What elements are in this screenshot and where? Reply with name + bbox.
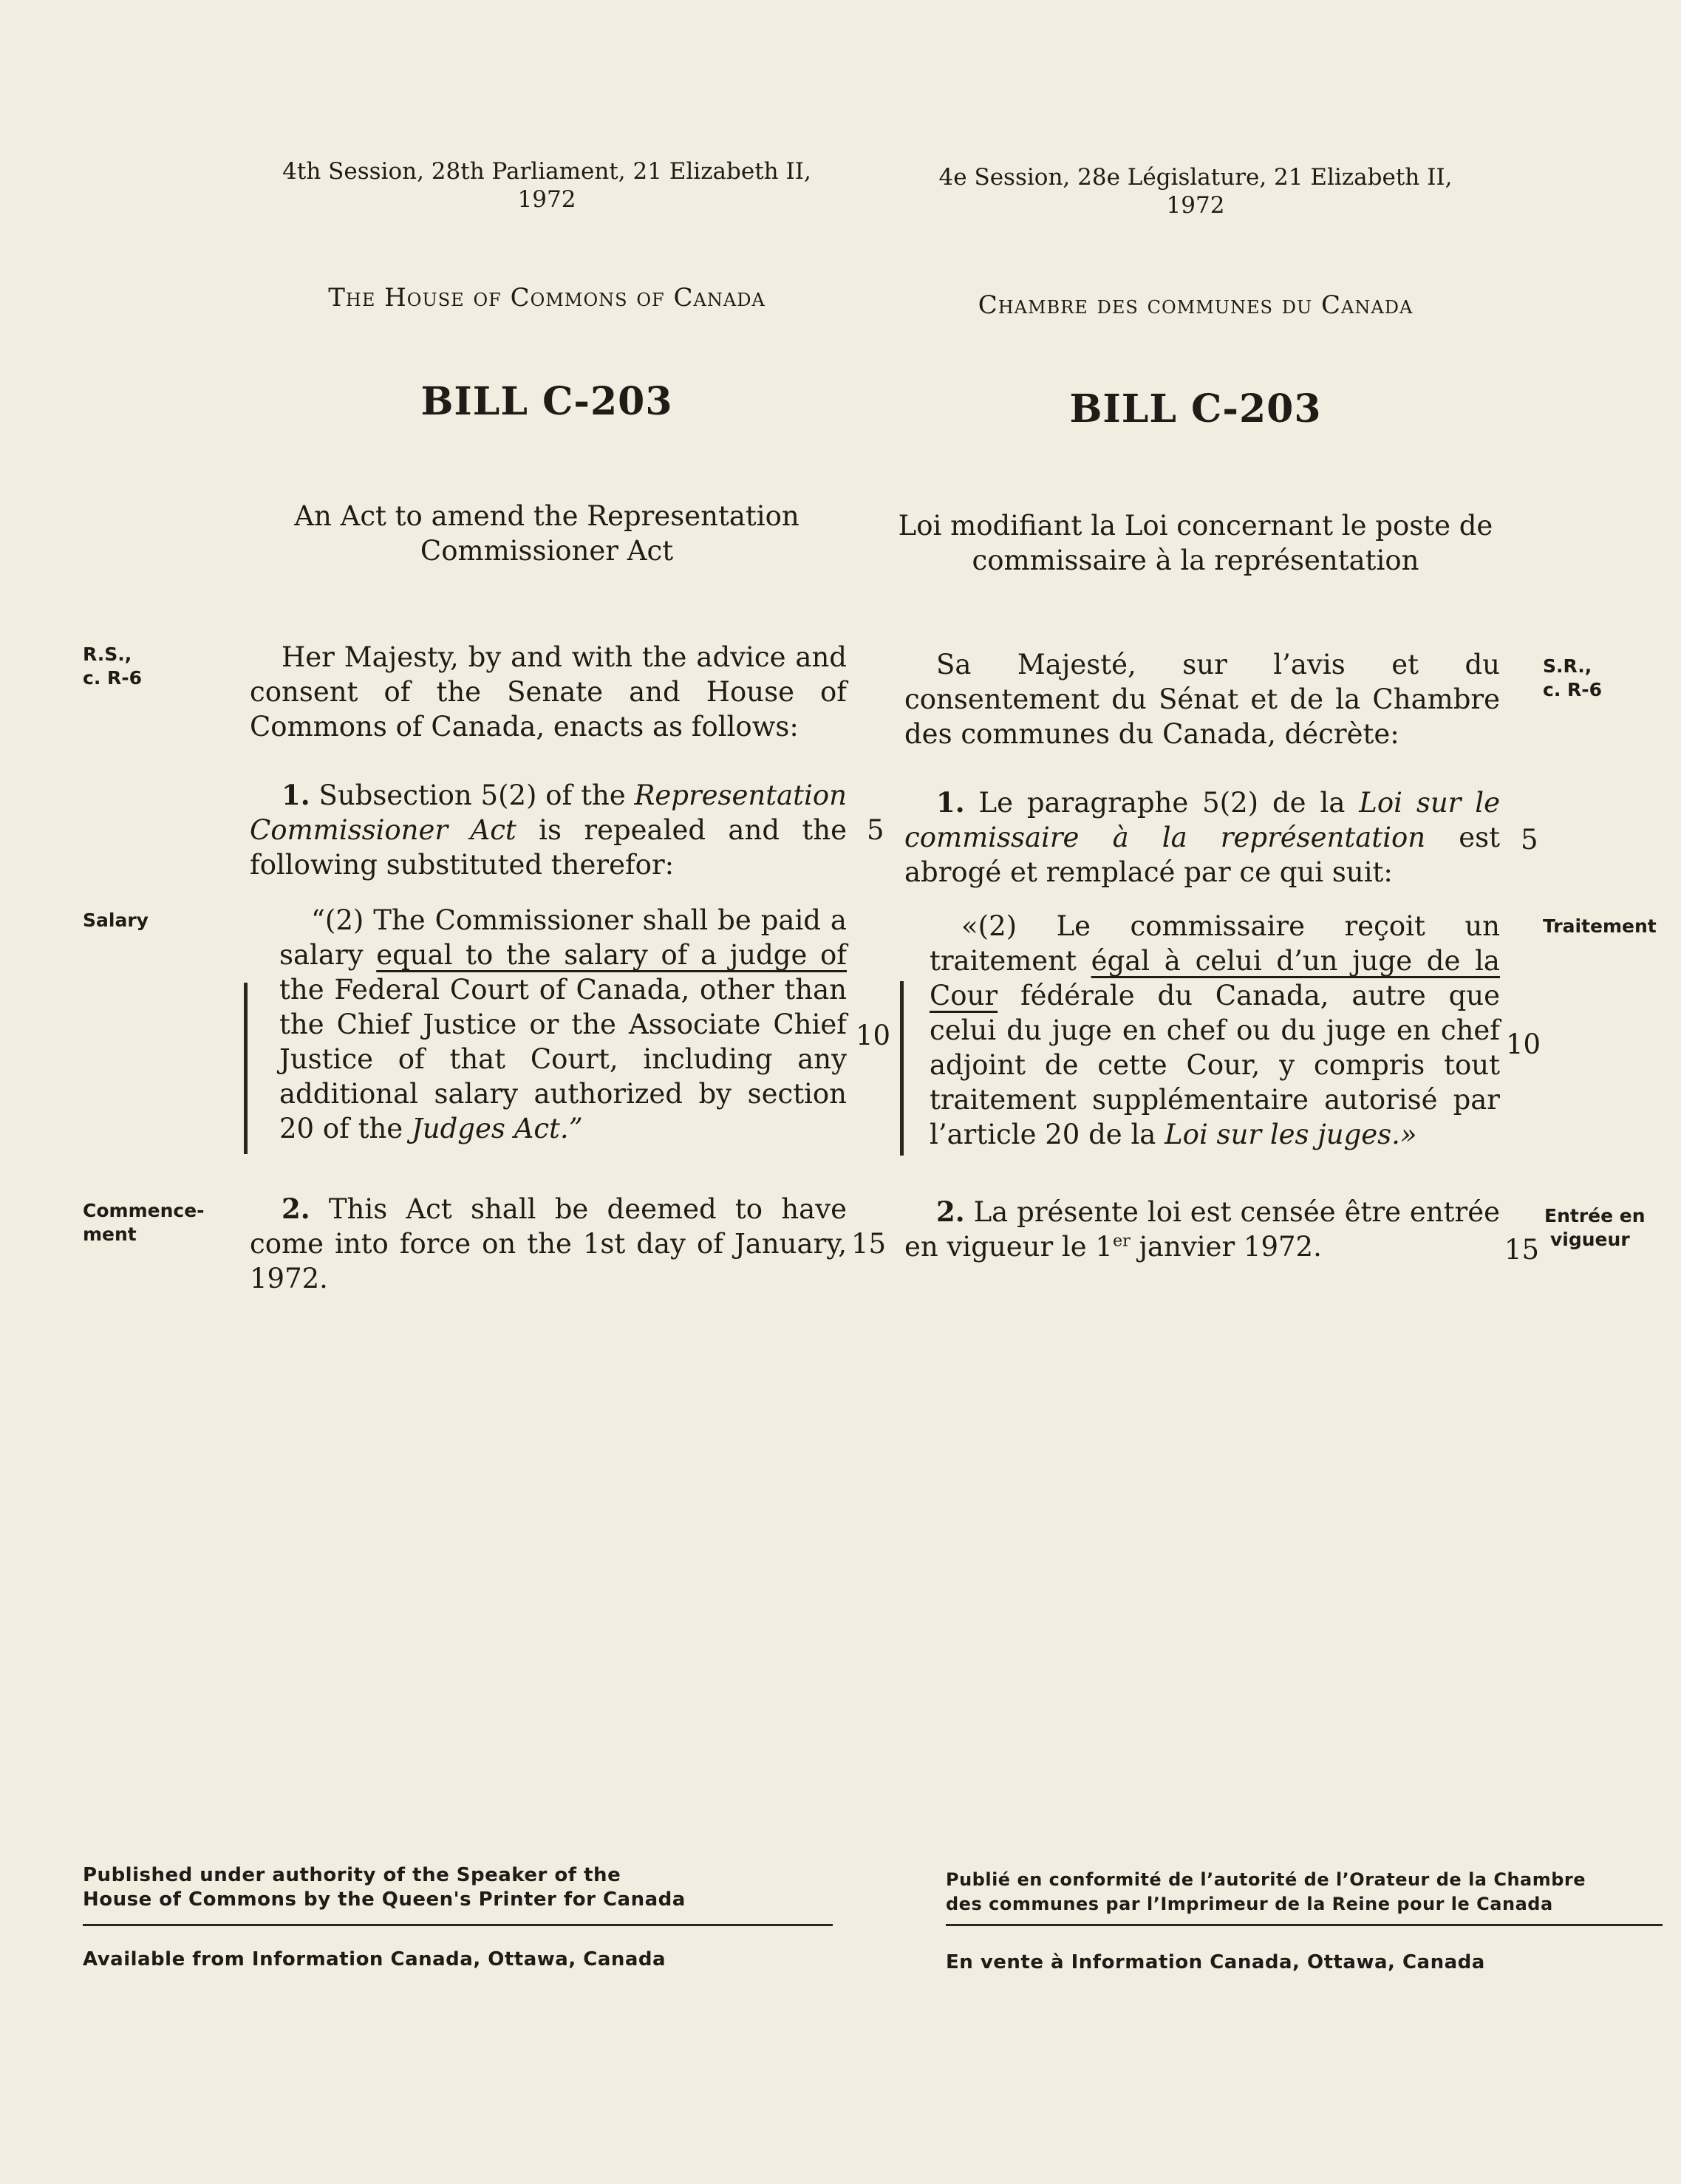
english-title-line2: Commissioner Act — [420, 535, 674, 567]
french-s2-text-b: janvier 1972. — [1130, 1231, 1322, 1263]
english-bill-title — [244, 499, 850, 568]
french-margin-traitement: Traitement — [1543, 915, 1657, 937]
french-quote-loi-juges: Loi sur les juges.» — [1165, 1119, 1417, 1150]
french-session-line1: 4e Session, 28e Législature, 21 Elizabeth II, — [938, 164, 1453, 191]
french-footer-availability: En vente à Information Canada, Ottawa, Canada — [946, 1951, 1485, 1973]
english-s1-text-a: Subsection 5(2) of the — [310, 779, 635, 811]
english-quote-underlined: equal to the salary of a judge of — [376, 939, 848, 971]
french-title-line2: commissaire à la représentation — [972, 545, 1419, 576]
english-line-number-5: 5 — [867, 814, 884, 846]
margin-sr-line2: c. R-6 — [1543, 679, 1603, 700]
margin-commence-line2: ment — [83, 1224, 137, 1245]
french-footer-line2: des communes par l’Imprimeur de la Reine pour le Canada — [946, 1894, 1553, 1914]
french-bill-number: BILL C-203 — [1069, 386, 1322, 431]
english-footer-line2: House of Commons by the Queen's Printer for Canada — [83, 1888, 686, 1911]
french-quote-text-a: «(2) Le commissaire reçoit un traitement — [930, 910, 1500, 977]
english-line-number-15: 15 — [851, 1228, 887, 1260]
margin-rs-line2: c. R-6 — [83, 667, 143, 689]
english-section-1-quoted — [279, 903, 847, 1146]
french-section-1 — [904, 785, 1500, 890]
english-s2-text: This Act shall be deemed to have come into force on the 1st day of January, 1972. — [250, 1193, 847, 1294]
margin-rs-line1: R.S., — [83, 644, 132, 665]
english-margin-rs — [83, 643, 142, 690]
english-section-1 — [250, 778, 847, 882]
english-title-line1: An Act to amend the Representation — [294, 500, 799, 532]
margin-commence-line1: Commence- — [83, 1200, 205, 1221]
french-s1-number: 1. — [936, 786, 965, 819]
english-line-number-10: 10 — [856, 1020, 891, 1051]
english-quote-text-b: the Federal Court of Canada, other than the Chief Justice or the Associate Chief Justice of that Court, including any additional salary authorized by section 20 of the — [279, 974, 847, 1144]
french-s1-text-b: est abrogé et remplacé par ce qui suit: — [904, 822, 1500, 888]
margin-entree-line2: vigueur — [1550, 1229, 1630, 1250]
english-footer-rule — [83, 1924, 833, 1926]
english-footer-line1: Published under authority of the Speaker of the — [83, 1864, 621, 1886]
french-s1-act-name: Loi sur le commissaire à la représentation — [904, 787, 1500, 853]
french-title-line1: Loi modifiant la Loi concernant le poste de — [898, 510, 1493, 542]
french-s2-superscript: er — [1112, 1231, 1131, 1251]
english-footer-publication — [83, 1863, 836, 1912]
french-footer-rule — [946, 1924, 1663, 1926]
english-s1-text-b: is repealed and the following substituted therefor: — [250, 814, 847, 881]
french-change-bar — [900, 981, 904, 1156]
english-margin-salary: Salary — [83, 910, 149, 931]
french-line-number-15: 15 — [1504, 1234, 1540, 1266]
english-enacting-clause: Her Majesty, by and with the advice and consent of the Senate and House of Commons of Canada, enacts as follows: — [250, 641, 847, 743]
english-quote-judges-act: Judges Act.” — [411, 1113, 583, 1144]
french-section-2 — [904, 1195, 1500, 1264]
french-margin-entree — [1544, 1204, 1646, 1252]
english-section-2 — [250, 1192, 847, 1296]
french-quote-text-b: fédérale du Canada, autre que celui du juge en chef ou du juge en chef adjoint de cette Cour, y compris tout traitement supplémentaire autorisé par l’article 20 de la — [930, 980, 1500, 1150]
english-bill-number: BILL C-203 — [420, 379, 673, 424]
french-margin-sr — [1543, 655, 1602, 702]
english-s2-number: 2. — [282, 1192, 310, 1225]
english-quote-text-a: “(2) The Commissioner shall be paid a salary — [279, 904, 847, 971]
french-s1-text-a: Le paragraphe 5(2) de la — [964, 787, 1360, 819]
french-enacting-clause: Sa Majesté, sur l’avis et du consentement du Sénat et de la Chambre des communes du Canada, décrète: — [904, 649, 1500, 750]
english-session-line1: 4th Session, 28th Parliament, 21 Elizabeth II, — [282, 158, 811, 185]
french-line-number-10: 10 — [1506, 1028, 1541, 1060]
french-s2-text-a: La présente loi est censée être entrée en vigueur le 1 — [904, 1196, 1500, 1263]
french-section-1-quoted — [930, 909, 1500, 1152]
french-bill-title — [893, 508, 1498, 578]
french-session-line2: 1972 — [1166, 192, 1225, 219]
english-session-header — [244, 157, 850, 214]
english-margin-commencement — [83, 1199, 205, 1246]
english-house-name: The House of Commons of Canada — [328, 283, 766, 313]
english-s1-number: 1. — [282, 779, 310, 811]
french-line-number-5: 5 — [1521, 824, 1538, 856]
french-house-name: Chambre des communes du Canada — [978, 290, 1414, 320]
french-quote-underlined: égal à celui d’un juge de la Cour — [930, 945, 1500, 1011]
french-footer-line1: Publié en conformité de l’autorité de l’Orateur de la Chambre — [946, 1869, 1586, 1890]
margin-sr-line1: S.R., — [1543, 655, 1592, 677]
margin-entree-line1: Entrée en — [1544, 1205, 1646, 1226]
french-session-header — [893, 163, 1498, 219]
french-footer-publication — [946, 1868, 1674, 1917]
english-change-bar — [244, 983, 248, 1154]
english-footer-availability: Available from Information Canada, Ottawa, Canada — [83, 1948, 666, 1970]
english-s1-act-name: Representation Commissioner Act — [250, 779, 847, 846]
french-s2-number: 2. — [936, 1195, 965, 1228]
english-session-line2: 1972 — [517, 186, 576, 213]
